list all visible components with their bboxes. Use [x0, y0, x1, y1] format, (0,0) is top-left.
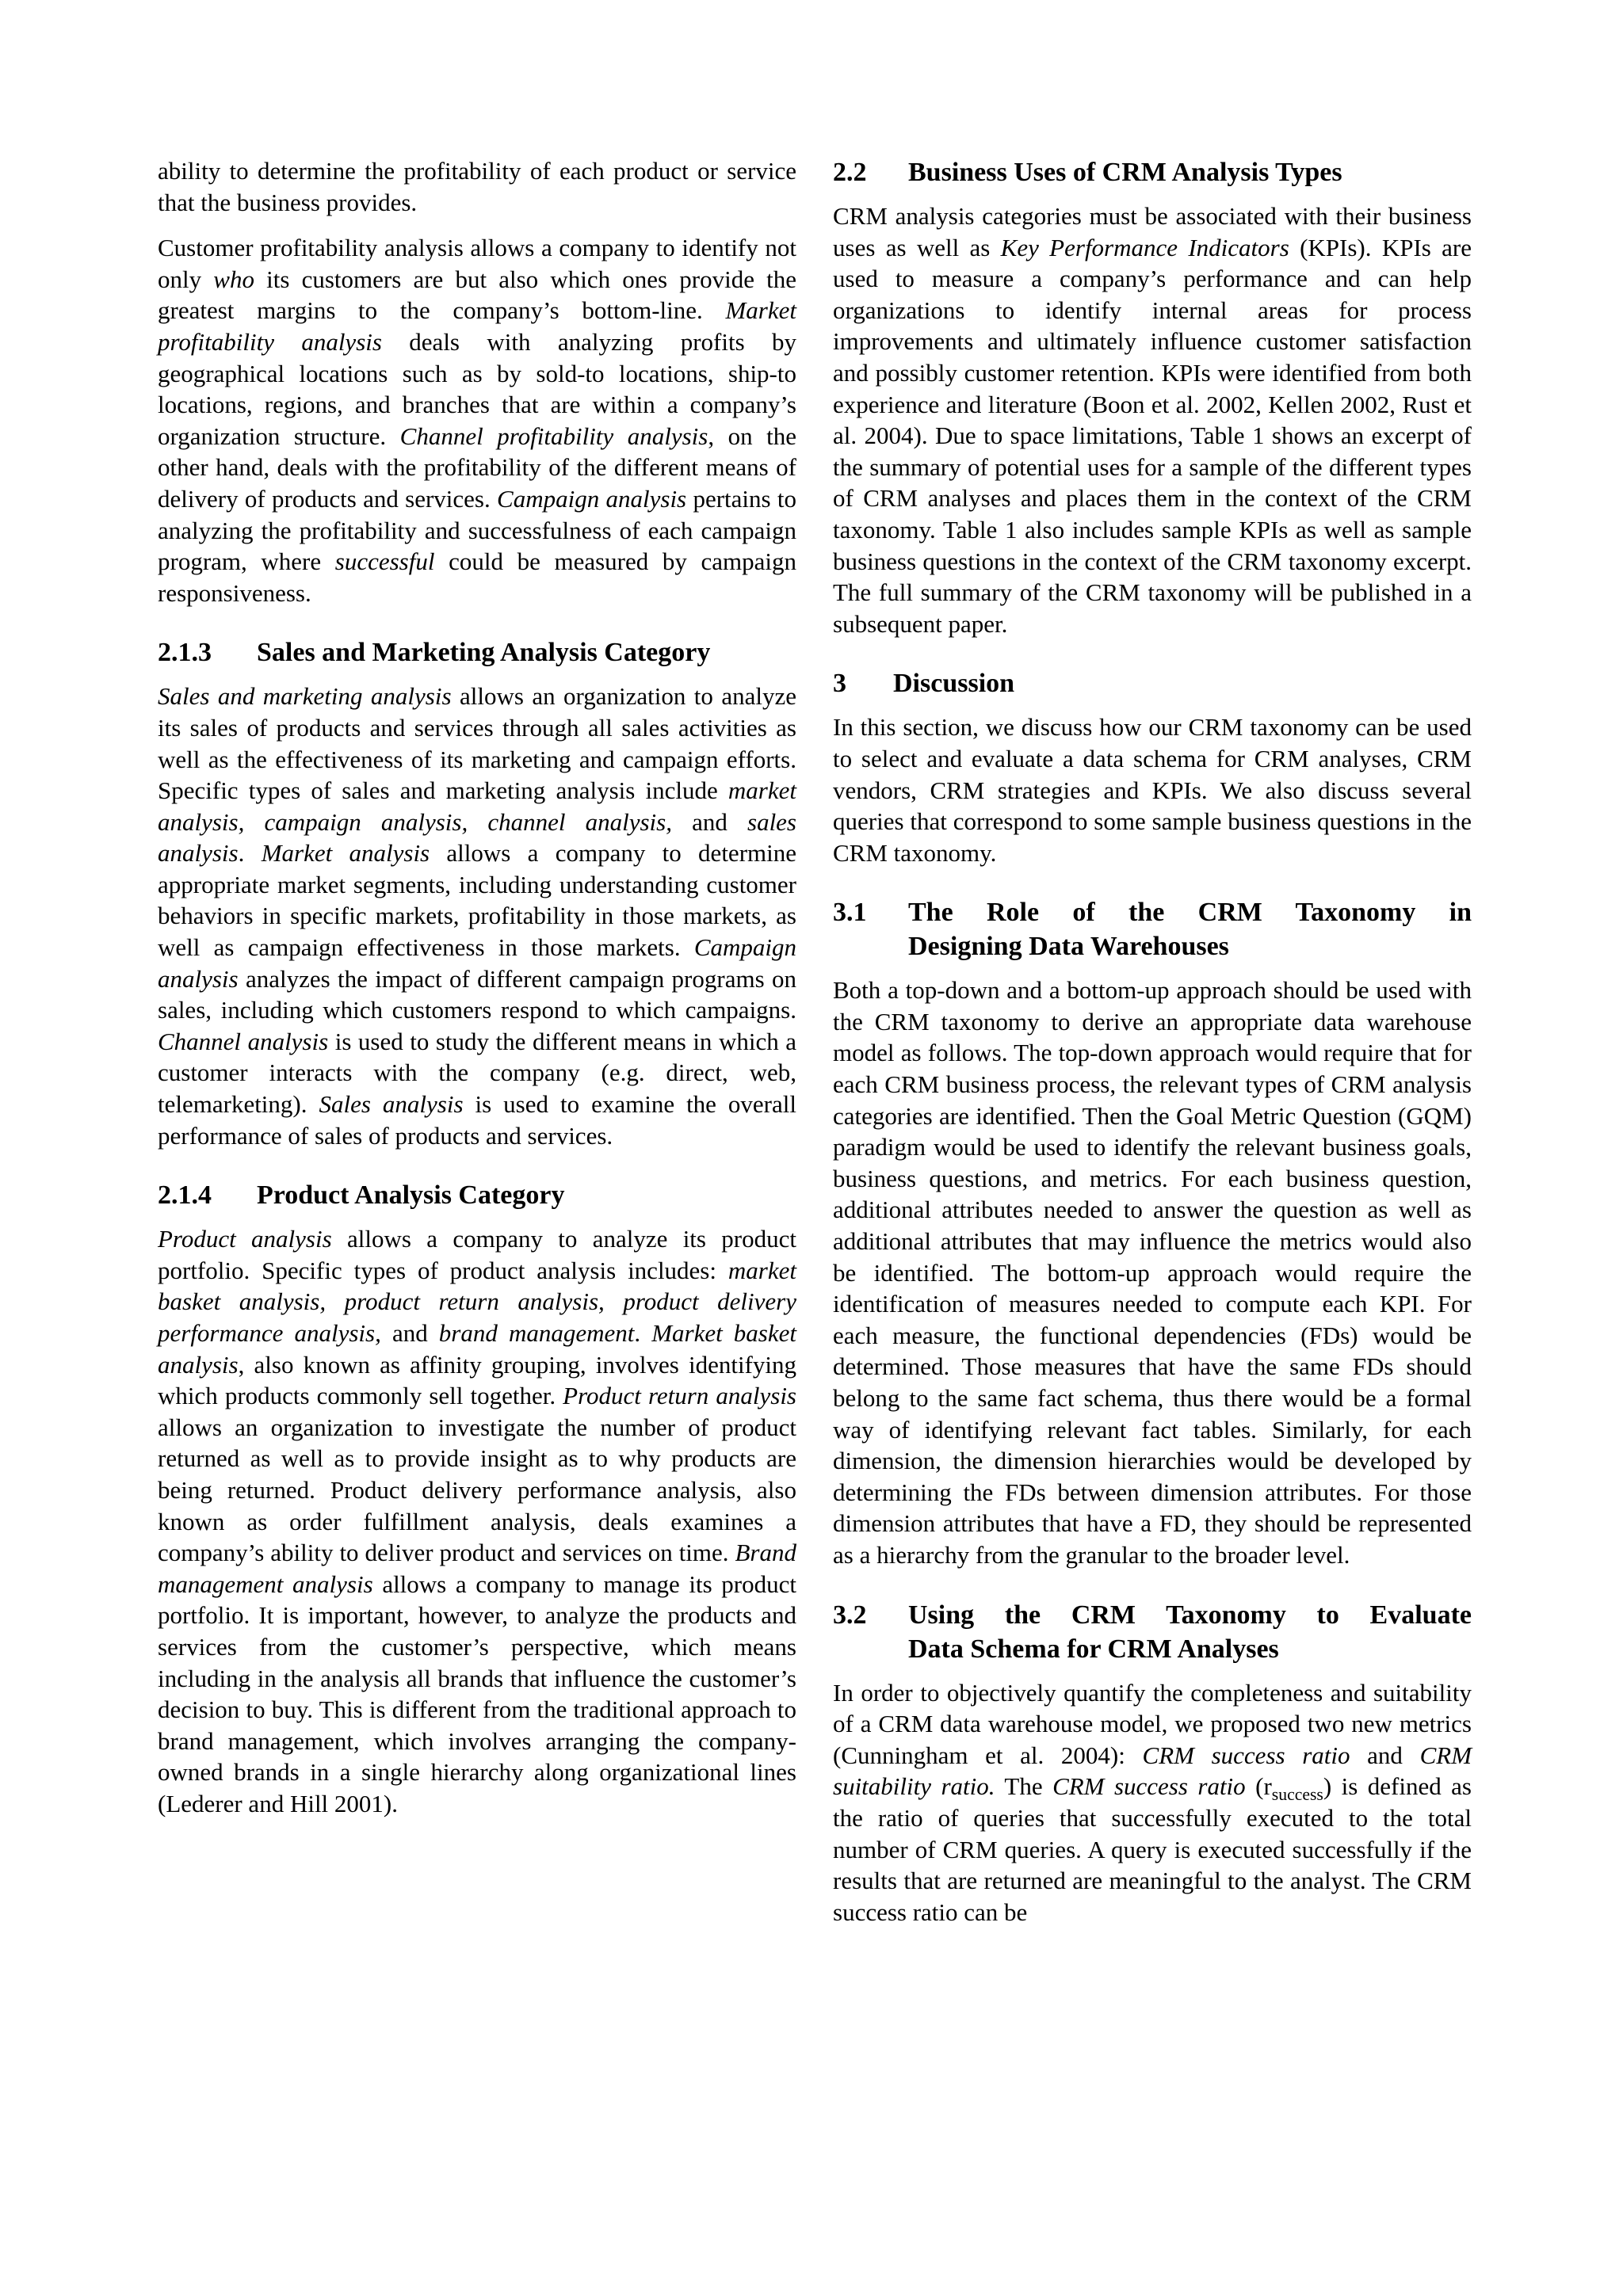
text-run: , on the other hand, deals with the profitability of the different means of delivery of products and services. [158, 421, 797, 513]
text-run: . [634, 1319, 652, 1347]
term-key-performance-indicators: Key Performance Indicators [1000, 233, 1289, 261]
text-run: and [1350, 1741, 1420, 1769]
subscript-success: success [1271, 1785, 1323, 1805]
text-run: its customers are but also which ones provide the greatest margins to the company’s bottom-line. [158, 265, 796, 325]
text-run: allows a company to analyze its product portfolio. Specific types of product analysis includes: [158, 1225, 797, 1284]
term-sales-analysis: Sales analysis [319, 1090, 464, 1119]
emphasis-successful: successful [334, 547, 435, 576]
right-column [833, 155, 1472, 1942]
term-channel-analysis: Channel analysis [158, 1027, 329, 1055]
paragraph-role-of-taxonomy: Both a top-down and a bottom-up approach should be used with the CRM taxonomy to derive an appropriate data warehouse model as follows. The top-down approach would require that for each CRM business process, the relevant types of CRM analysis categories are identified. Then the Goal Metric Question (GQM) paradigm would be used to identify the relevant business goals, business questions, and metrics. For each business question, additional attributes needed to answer the question as well as additional attributes that may influence the metrics would also be identified. The bottom-up approach would require the identification of measures needed to compute each KPI. For each measure, the functional dependencies (FDs) would be determined. Those measures that have the same FDs should belong to the same fact schema, thus there would be a formal way of identifying relevant fact tables. Similarly, for each dimension, the dimension hierarchies would be developed by determining the FDs between dimension attributes. For those dimension attributes that have a FD, they should be represented as a hierarchy from the granular to the broader level. [833, 976, 1472, 1569]
term-list: market analysis, campaign analysis, channel analysis, [158, 776, 796, 836]
text-run: is used to examine the overall performance of sales of products and services. [158, 1090, 796, 1150]
heading-3-2 [833, 1598, 1472, 1666]
term-crm-suitability-ratio: CRM suitability ratio. [833, 1741, 1472, 1801]
paragraph-evaluate-schema [833, 1677, 1472, 1928]
section-number: 3.2 [833, 1600, 867, 1630]
section-title-line2: Data Schema for CRM Analyses [908, 1634, 1279, 1664]
section-title: Product Analysis Category [257, 1180, 565, 1211]
term-brand-management-analysis: Brand management analysis [158, 1539, 796, 1598]
text-run: and [671, 807, 747, 836]
left-column [158, 155, 796, 1834]
term-brand-management: brand management [438, 1319, 635, 1347]
paragraph-sales-marketing [158, 681, 796, 1151]
section-title: Discussion [893, 669, 1015, 699]
text-run: allows an organization to investigate the number of product returned as well as to provide insight as to why products are being returned. Product delivery performance analysis, also known as order fulfillment analysis, deals examines a company’s ability to deliver product and services on time. [158, 1413, 796, 1567]
section-number: 3 [833, 669, 846, 699]
text-run: Customer profitability analysis allows a company to identify not only [158, 234, 796, 293]
term-crm-success-ratio: CRM success ratio [1052, 1772, 1246, 1801]
text-run: is used to study the different means in which a customer interacts with the company (e.g. direct, web, telemarketing). [158, 1027, 796, 1119]
text-run: The [995, 1772, 1053, 1801]
section-number: 3.1 [833, 898, 867, 928]
paragraph-discussion: In this section, we discuss how our CRM taxonomy can be used to select and evaluate a data schema for CRM analyses, CRM vendors, CRM strategies and KPIs. We also discuss several queries that correspond to some sample business questions in the CRM taxonomy. [833, 713, 1472, 867]
section-number: 2.1.3 [158, 638, 212, 668]
paragraph-product-analysis [158, 1223, 796, 1819]
term-product-analysis: Product analysis [158, 1225, 332, 1253]
term-product-return-analysis: Product return analysis [563, 1382, 796, 1410]
section-title: Sales and Marketing Analysis Category [257, 638, 711, 668]
heading-2-1-4 [158, 1178, 796, 1212]
text-run: deals with analyzing profits by geographical locations such as by sold-to locations, ship-to locations, regions, and branches that are within a company’s organization structure. [158, 327, 796, 450]
term-crm-success-ratio: CRM success ratio [1142, 1741, 1350, 1769]
text-run: could be measured by campaign responsiveness. [158, 547, 796, 607]
term-market-basket-analysis: Market basket analysis [158, 1319, 797, 1379]
text-run: . [238, 839, 262, 868]
term-market-profitability-analysis: Market profitability analysis [158, 296, 796, 356]
text-run: allows a company to manage its product portfolio. It is important, however, to analyze the products and services from the customer’s perspective, which means including in the analysis all brands that influence the customer’s decision to buy. This is different from the traditional approach to brand management, which involves arranging the company-owned brands in a single hierarchy along organizational lines (Lederer and Hill 2001). [158, 1569, 796, 1817]
section-number: 2.2 [833, 158, 867, 187]
text-run: and [380, 1319, 439, 1347]
term-campaign-analysis: Campaign analysis [497, 484, 687, 513]
heading-2-1-3 [158, 635, 796, 669]
text-run: CRM analysis categories must be associated with their business uses as well as [833, 202, 1472, 261]
heading-3-1 [833, 895, 1472, 963]
text-run: allows an organization to analyze its sales of products and services through all sales activities as well as the effectiveness of its marketing and campaign efforts. Specific types of sales and marketing analysis include [158, 682, 796, 805]
text-run: , also known as affinity grouping, involves identifying which products commonly sell together. [158, 1350, 796, 1410]
term-market-analysis: Market analysis [261, 839, 430, 868]
text-run: (KPIs). KPIs are used to measure a company’s performance and can help organizations to identify internal areas for process improvements and ultimately influence customer satisfaction and possibly customer retention. KPIs were identified from both experience and literature (Boon et al. 2002, Kellen 2002, Rust et al. 2004). Due to space limitations, Table 1 shows an excerpt of the summary of potential uses for a sample of the different types of CRM analyses and places them in the context of the CRM taxonomy. Table 1 also includes sample KPIs as well as sample business questions in the context of the CRM taxonomy excerpt. The full summary of the CRM taxonomy will be published in a subsequent paper. [833, 233, 1472, 638]
section-title: Business Uses of CRM Analysis Types [908, 158, 1342, 187]
term-channel-profitability-analysis: Channel profitability analysis [399, 421, 708, 450]
term-sales-marketing-analysis: Sales and marketing analysis [158, 682, 452, 711]
heading-2-2 [833, 155, 1472, 189]
text-run: pertains to analyzing the profitability and successfulness of each campaign program, where [158, 484, 796, 576]
paragraph-profitability-continued: ability to determine the profitability of each product or service that the business provides. [158, 157, 796, 216]
text-run: allows a company to determine appropriate market segments, including understanding customer behaviors in specific markets, profitability in those markets, as well as campaign effectiveness in those markets. [158, 839, 796, 962]
heading-3 [833, 666, 1472, 700]
section-title-line1: The Role of the CRM Taxonomy in [908, 898, 1472, 928]
section-number: 2.1.4 [158, 1180, 212, 1211]
text-run: In order to objectively quantify the completeness and suitability of a CRM data warehouse model, we proposed two new metrics (Cunningham et al. 2004): [833, 1678, 1472, 1769]
section-title-line2: Designing Data Warehouses [908, 932, 1229, 962]
emphasis-who: who [213, 265, 254, 293]
term-sales-analysis: sales analysis [158, 807, 796, 868]
text-run: (r [1245, 1772, 1272, 1801]
term-list: market basket analysis, product return analysis, product delivery performance analysis, [158, 1256, 796, 1347]
text-run: analyzes the impact of different campaign programs on sales, including which customers respond to which campaigns. [158, 964, 796, 1024]
term-campaign-analysis: Campaign analysis [158, 933, 796, 993]
paragraph-customer-profitability [158, 232, 796, 608]
text-run: ) is defined as the ratio of queries that successfully executed to the total number of CRM queries. A query is executed successfully if the results that are returned are meaningful to the analyst. The CRM success ratio can be [833, 1772, 1472, 1926]
paragraph-business-uses [833, 200, 1472, 639]
section-title-line1: Using the CRM Taxonomy to Evaluate [908, 1600, 1472, 1630]
